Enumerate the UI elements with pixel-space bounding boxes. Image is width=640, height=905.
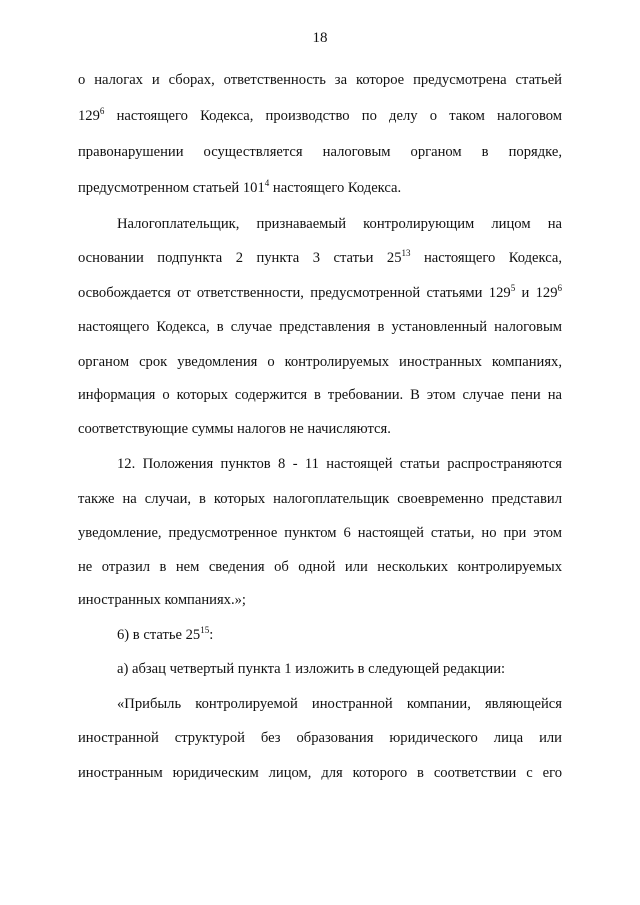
text-line: уведомление, предусмотренное пунктом 6 настоящей статьи, но при этом bbox=[78, 525, 562, 541]
text-line: о налогах и сборах, ответственность за которое предусмотрена статьей bbox=[78, 72, 562, 88]
text-line: основании подпункта 2 пункта 3 статьи $25^{13}$ настоящего Кодекса, bbox=[78, 248, 562, 266]
text-line: $129^6$ настоящего Кодекса, производство по делу о таком налоговом bbox=[78, 106, 562, 124]
text-line: также на случаи, в которых налогоплательщик своевременно представил bbox=[78, 491, 562, 507]
paragraph-start: а) абзац четвертый пункта 1 изложить в следующей редакции: bbox=[117, 661, 506, 677]
text-line: предусмотренном статьей $101^4$ настоящего Кодекса. bbox=[78, 178, 402, 196]
text-line: правонарушении осуществляется налоговым органом в порядке, bbox=[78, 144, 562, 160]
page-number: 18 bbox=[312, 30, 328, 46]
paragraph-start: Налогоплательщик, признаваемый контролирующим лицом на bbox=[117, 216, 562, 232]
text-line: органом срок уведомления о контролируемых иностранных компаниях, bbox=[78, 354, 562, 370]
text-line: иностранных компаниях.»; bbox=[78, 592, 246, 608]
paragraph-start: 6) в статье $25^{15}$: bbox=[117, 625, 214, 643]
text-line: иностранным юридическим лицом, для которого в соответствии с его bbox=[78, 765, 562, 781]
paragraph-start: 12. Положения пунктов 8 - 11 настоящей статьи распространяются bbox=[117, 456, 562, 472]
paragraph-start: «Прибыль контролируемой иностранной компании, являющейся bbox=[117, 696, 562, 712]
text-line: иностранной структурой без образования юридического лица или bbox=[78, 730, 562, 746]
text-line: не отразил в нем сведения об одной или нескольких контролируемых bbox=[78, 559, 562, 575]
text-line: настоящего Кодекса, в случае представления в установленный налоговым bbox=[78, 319, 562, 335]
text-line: освобождается от ответственности, предусмотренной статьями $129^5$ и $129^6$ bbox=[78, 283, 563, 301]
text-line: соответствующие суммы налогов не начисляются. bbox=[78, 421, 391, 437]
text-line: информация о которых содержится в требовании. В этом случае пени на bbox=[78, 387, 562, 403]
